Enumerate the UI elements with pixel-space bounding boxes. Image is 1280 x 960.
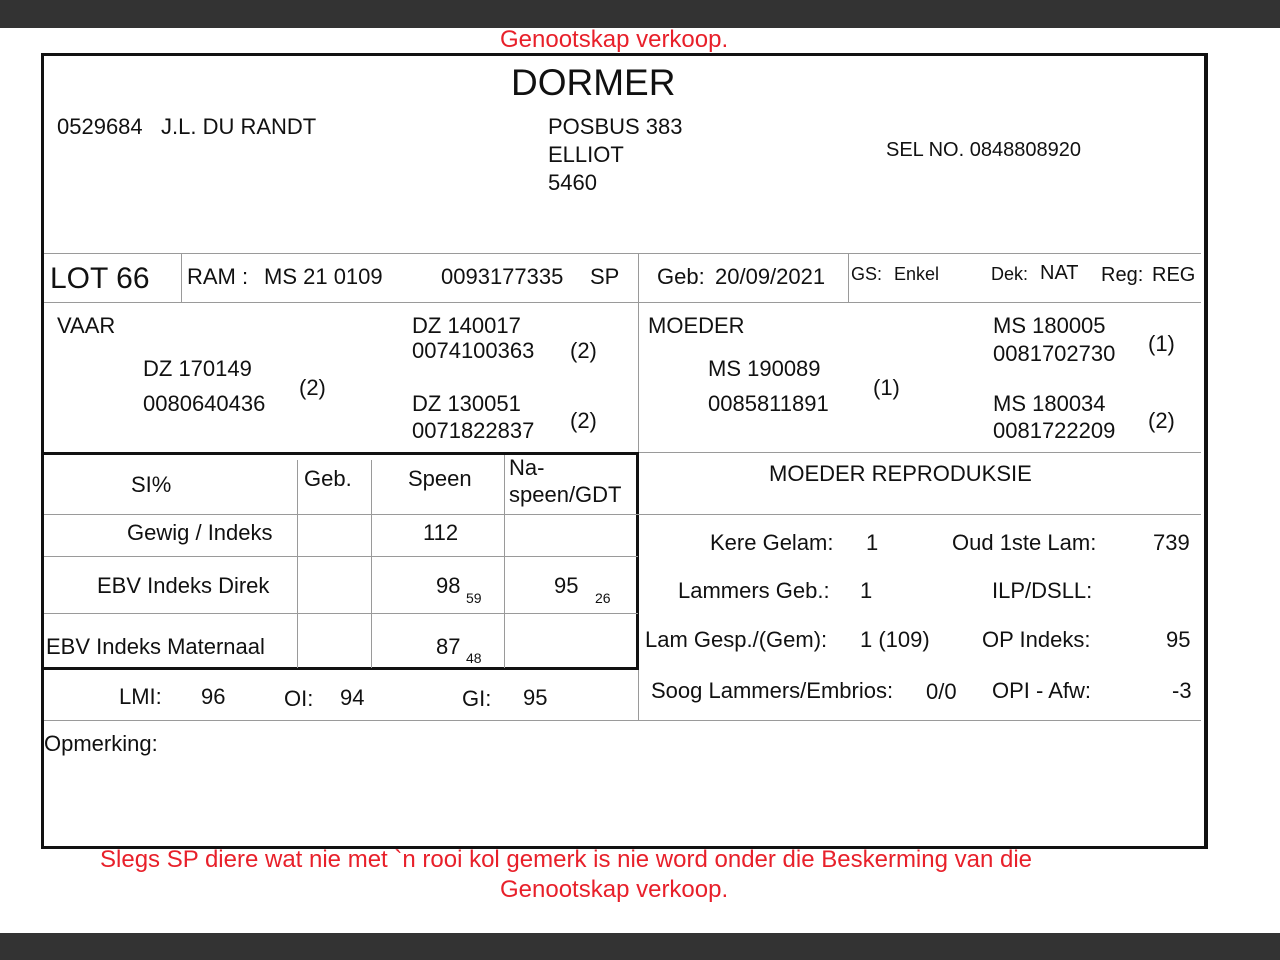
gs-value: Enkel — [894, 264, 940, 284]
divider — [636, 452, 639, 670]
bottom-bar — [0, 933, 1280, 960]
ram-id: MS 21 0109 — [264, 264, 383, 289]
si-header: SI% — [131, 472, 172, 497]
top-bar — [0, 0, 1280, 28]
oi-label: OI: — [284, 686, 314, 711]
sire-dam-id: DZ 130051 — [412, 391, 521, 416]
oud-label: Oud 1ste Lam: — [952, 530, 1097, 555]
op-label: OP Indeks: — [982, 627, 1091, 652]
notice-bottom-line-1: Slegs SP diere wat nie met `n rooi kol gemerk is nie word onder die Beskerming van die — [100, 846, 1033, 873]
sire-id: DZ 170149 — [143, 356, 252, 381]
soog-label: Soog Lammers/Embrios: — [651, 678, 894, 703]
dam-label: MOEDER — [648, 313, 745, 338]
si-row-maternaal-speen-acc: 48 — [466, 650, 482, 666]
divider — [44, 613, 638, 614]
oi-value: 94 — [340, 685, 365, 710]
lammers-label: Lammers Geb.: — [678, 578, 830, 603]
dek-value: NAT — [1040, 262, 1079, 284]
divider — [44, 720, 1201, 721]
breeder-cell: SEL NO. 0848808920 — [886, 139, 1081, 161]
si-col-speen: Speen — [408, 466, 472, 491]
sire-label: VAAR — [57, 313, 116, 338]
ilp-label: ILP/DSLL: — [992, 578, 1093, 603]
gesp-label: Lam Gesp./(Gem): — [645, 627, 828, 652]
reproduction-title: MOEDER REPRODUKSIE — [769, 461, 1032, 486]
dek-label: Dek: — [991, 264, 1029, 284]
divider — [181, 253, 182, 302]
divider — [371, 460, 372, 668]
si-col-geb: Geb. — [304, 466, 352, 491]
divider — [638, 452, 1201, 453]
gi-label: GI: — [462, 686, 492, 711]
op-value: 95 — [1166, 627, 1191, 652]
si-row-direk-naspeen-acc: 26 — [595, 590, 611, 606]
gesp-value: 1 (109) — [860, 627, 930, 652]
gi-value: 95 — [523, 685, 548, 710]
breeder-number: 0529684 — [57, 114, 143, 139]
divider — [504, 455, 505, 668]
breeder-address-3: 5460 — [548, 170, 597, 195]
si-row-direk-speen: 98 — [436, 573, 461, 598]
sire-sire-number: 0074100363 — [412, 338, 535, 363]
notice-top: Genootskap verkoop. — [500, 26, 729, 53]
born-date: 20/09/2021 — [715, 264, 826, 289]
ram-class: SP — [590, 264, 620, 289]
divider — [848, 253, 849, 302]
si-row-direk: EBV Indeks Direk — [97, 573, 270, 598]
divider — [44, 253, 1201, 254]
lot-number: LOT 66 — [50, 262, 150, 295]
dam-id: MS 190089 — [708, 356, 821, 381]
opi-label: OPI - Afw: — [992, 678, 1092, 703]
card-frame — [41, 53, 1208, 849]
ram-number: 0093177335 — [441, 264, 564, 289]
divider — [44, 514, 1201, 515]
dam-sire-count: (1) — [1148, 331, 1175, 356]
kere-value: 1 — [866, 530, 879, 555]
dam-number: 0085811891 — [708, 391, 829, 416]
kere-label: Kere Gelam: — [710, 530, 834, 555]
dam-sire-number: 0081702730 — [993, 341, 1116, 366]
dam-dam-id: MS 180034 — [993, 391, 1106, 416]
breeder-address-2: ELLIOT — [548, 142, 624, 167]
dam-sire-id: MS 180005 — [993, 313, 1106, 338]
si-row-direk-naspeen: 95 — [554, 573, 579, 598]
remarks-label: Opmerking: — [44, 731, 158, 756]
sire-count: (2) — [299, 375, 326, 400]
gs-label: GS: — [851, 264, 883, 284]
opi-value: -3 — [1172, 678, 1192, 703]
breed-title: DORMER — [511, 62, 676, 103]
dam-count: (1) — [873, 375, 900, 400]
oud-value: 739 — [1153, 530, 1190, 555]
si-row-gewig-speen: 112 — [423, 520, 459, 545]
divider — [44, 667, 638, 670]
lammers-value: 1 — [860, 578, 873, 603]
sire-dam-count: (2) — [570, 408, 597, 433]
divider — [44, 556, 638, 557]
dam-dam-count: (2) — [1148, 408, 1175, 433]
lmi-label: LMI: — [119, 684, 162, 709]
si-row-direk-speen-acc: 59 — [466, 590, 482, 606]
divider — [297, 460, 298, 668]
breeder-name: J.L. DU RANDT — [161, 114, 317, 139]
reg-value: REG — [1152, 264, 1196, 286]
sire-number: 0080640436 — [143, 391, 266, 416]
notice-bottom-line-2: Genootskap verkoop. — [500, 876, 729, 903]
breeder-address-1: POSBUS 383 — [548, 114, 683, 139]
dam-dam-number: 0081722209 — [993, 418, 1116, 443]
born-label: Geb: — [657, 264, 705, 289]
si-row-maternaal-speen: 87 — [436, 634, 461, 659]
divider — [44, 302, 1201, 303]
sire-dam-number: 0071822837 — [412, 418, 535, 443]
sire-sire-id: DZ 140017 — [412, 313, 521, 338]
reg-label: Reg: — [1101, 264, 1144, 286]
ram-label: RAM : — [187, 264, 249, 289]
sire-sire-count: (2) — [570, 338, 597, 363]
si-row-gewig: Gewig / Indeks — [127, 520, 273, 545]
si-col-naspeen: Na- speen/GDT — [509, 455, 622, 507]
lmi-value: 96 — [201, 684, 226, 709]
si-row-maternaal: EBV Indeks Maternaal — [46, 634, 265, 659]
soog-value: 0/0 — [926, 679, 957, 704]
